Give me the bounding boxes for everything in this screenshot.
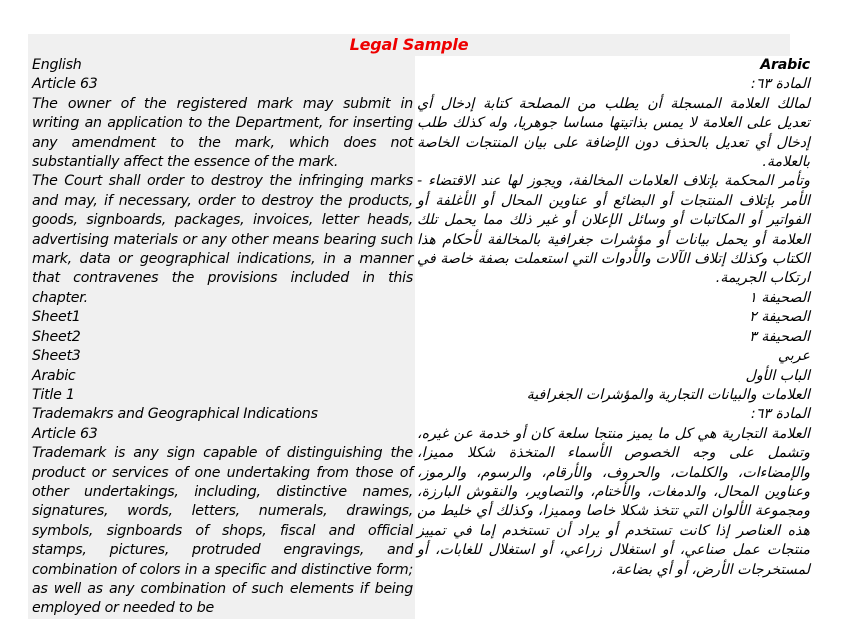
arabic-column	[415, 56, 818, 580]
english-row-article-heading-2: Article 63	[32, 425, 98, 442]
english-row-article-heading: Article 63	[32, 76, 98, 93]
arabic-row-paragraph-3: العلامة التجارية هي كل ما يميز منتجا سلعة كان أو خدمة عن غيره، وتشمل على وجه الخصوص الأسماء المتخذة شكلا مميزا، والإمضاءات، والكلمات، والحروف، والأرقام، والرسوم، والرموز، وعناوين المحال، والدمغات، والأختام، والتصاوير، والنقوش البارزة، ومجموعة الألوان التي تتخذ شكلا خاصا ومميزا، وكذلك أي خليط من هذه العناصر إذا كانت تستخدم أو يراد أن تستخدم إما في تمييز منتجات عمل صناعي، أو استغلال زراعي، أو استغلال للغابات، أو لمستخرجات الأرض، أو أي بضاعة،	[417, 425, 810, 578]
arabic-row-paragraph-1: لمالك العلامة المسجلة أن يطلب من المصلحة كتابة إدخال أي تعديل على العلامة لا يمس بذاتيتها مساسا جوهريا، وله كذلك طلب إدخال أي تعديل بالحذف دون الإضافة على بيان المنتجات الخاصة بالعلامة.	[417, 95, 810, 171]
title-banner	[28, 34, 790, 56]
english-row-arabic-label: Arabic	[32, 367, 76, 384]
bilingual-columns	[28, 56, 818, 617]
english-row-title-1: Title 1	[32, 386, 75, 403]
arabic-row-article-heading-2: المادة ٦٣:	[750, 406, 810, 423]
english-row-sheet1: Sheet1	[32, 309, 81, 326]
english-column	[28, 56, 415, 619]
arabic-row-chapter-heading: العلامات والبيانات التجارية والمؤشرات الجغرافية	[526, 386, 810, 403]
english-row-sheet3: Sheet3	[32, 348, 81, 365]
english-row-paragraph-2: The Court shall order to destroy the infringing marks and may, if necessary, order to destroy the products, goods, signboards, packages, invoices, letter heads, advertising materials or any other means bearing such mark, data or geographical indications, in a manner that contravenes the provisions included in this chapter.	[32, 173, 413, 306]
arabic-column-header: Arabic	[760, 57, 810, 73]
arabic-row-sheet3: الصحيفة ٣	[749, 328, 810, 345]
arabic-row-title-1: الباب الأول	[745, 367, 810, 384]
page-title: Legal Sample	[349, 35, 469, 54]
arabic-row-sheet2: الصحيفة ٢	[749, 309, 810, 326]
arabic-row-article-heading: المادة ٦٣:	[750, 76, 810, 93]
english-row-chapter-heading: Trademakrs and Geographical Indications	[32, 406, 318, 423]
arabic-row-sheet1: الصحيفة ١	[749, 289, 810, 306]
arabic-row-arabic-label: عربي	[777, 348, 810, 365]
english-row-paragraph-3: Trademark is any sign capable of distinguishing the product or services of one undertaking from those of other undertakings, including, distinctive names, signatures, words, letters, numerals, drawings, symbols, signboards of shops, fiscal and official stamps, pictures, protruded engravings, and combination of colors in a specific and distinctive form; as well as any combination of such elements if being employed or needed to be	[32, 445, 413, 617]
english-column-header: English	[32, 57, 82, 73]
arabic-row-paragraph-2: وتأمر المحكمة بإتلاف العلامات المخالفة، ويجوز لها عند الاقتضاء - الأمر بإتلاف المنتجات أو البضائع أو عناوين المحال أو الأغلفة أو الفواتير أو المكاتبات أو وسائل الإعلان أو غير ذلك مما يحمل تلك العلامة أو يحمل بيانات أو مؤشرات جغرافية بالمخالفة لأحكام هذا الكتاب وكذلك إتلاف الآلات والأدوات التي استعملت بصفة خاصة في ارتكاب الجريمة.	[417, 173, 810, 287]
english-row-paragraph-1: The owner of the registered mark may submit in writing an application to the Department, for inserting any amendment to the mark, which does not substantially affect the essence of the mark.	[32, 95, 413, 171]
english-row-sheet2: Sheet2	[32, 328, 81, 345]
